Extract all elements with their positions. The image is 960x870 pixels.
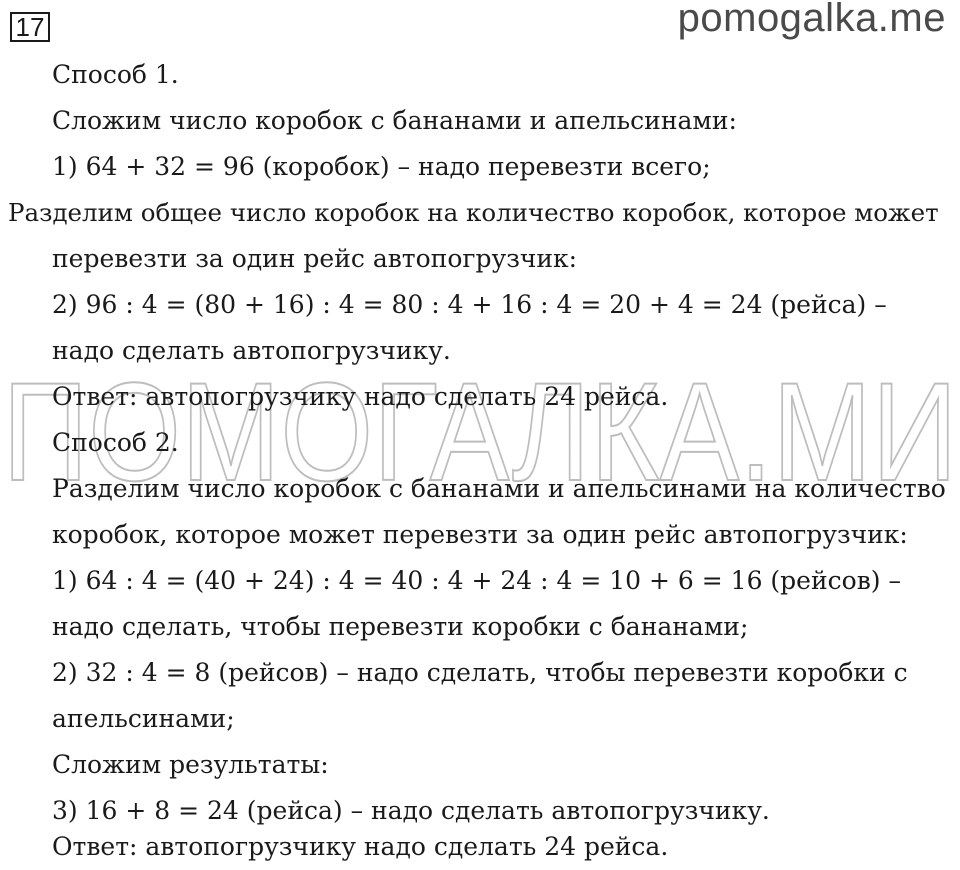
watermark-text: ПОМОГАЛКА.МИ — [2, 368, 958, 488]
text-line: Ответ: автопогрузчику надо сделать 24 рейса. — [52, 832, 669, 861]
text-line: Способ 1. — [52, 60, 179, 89]
text-line: 1) 64 + 32 = 96 (коробок) – надо перевезти всего; — [52, 152, 711, 181]
text-line: Сложим результаты: — [52, 750, 329, 779]
text-line: Ответ: автопогрузчику надо сделать 24 рейса. — [52, 382, 669, 411]
text-line: апельсинами; — [52, 704, 235, 733]
text-line: надо сделать автопогрузчику. — [52, 336, 451, 365]
text-line: 3) 16 + 8 = 24 (рейса) – надо сделать автопогрузчику. — [52, 796, 770, 825]
text-line: Способ 2. — [52, 428, 179, 457]
text-line: 1) 64 : 4 = (40 + 24) : 4 = 40 : 4 + 24 : 4 = 10 + 6 = 16 (рейсов) – — [52, 566, 901, 595]
text-line: коробок, которое может перевезти за один рейс автопогрузчик: — [52, 520, 908, 549]
text-line: 2) 32 : 4 = 8 (рейсов) – надо сделать, чтобы перевезти коробки с — [52, 658, 908, 687]
site-name: pomogalka.me — [677, 0, 946, 40]
text-line: Сложим число коробок с бананами и апельсинами: — [52, 106, 737, 135]
task-number-box: 17 — [10, 12, 50, 42]
text-line: 2) 96 : 4 = (80 + 16) : 4 = 80 : 4 + 16 : 4 = 20 + 4 = 24 (рейса) – — [52, 290, 887, 319]
text-line: перевезти за один рейс автопогрузчик: — [52, 244, 578, 273]
text-line: Разделим число коробок с бананами и апельсинами на количество — [52, 474, 946, 503]
text-line: Разделим общее число коробок на количество коробок, которое может — [8, 198, 939, 227]
text-line: надо сделать, чтобы перевезти коробки с бананами; — [52, 612, 749, 641]
